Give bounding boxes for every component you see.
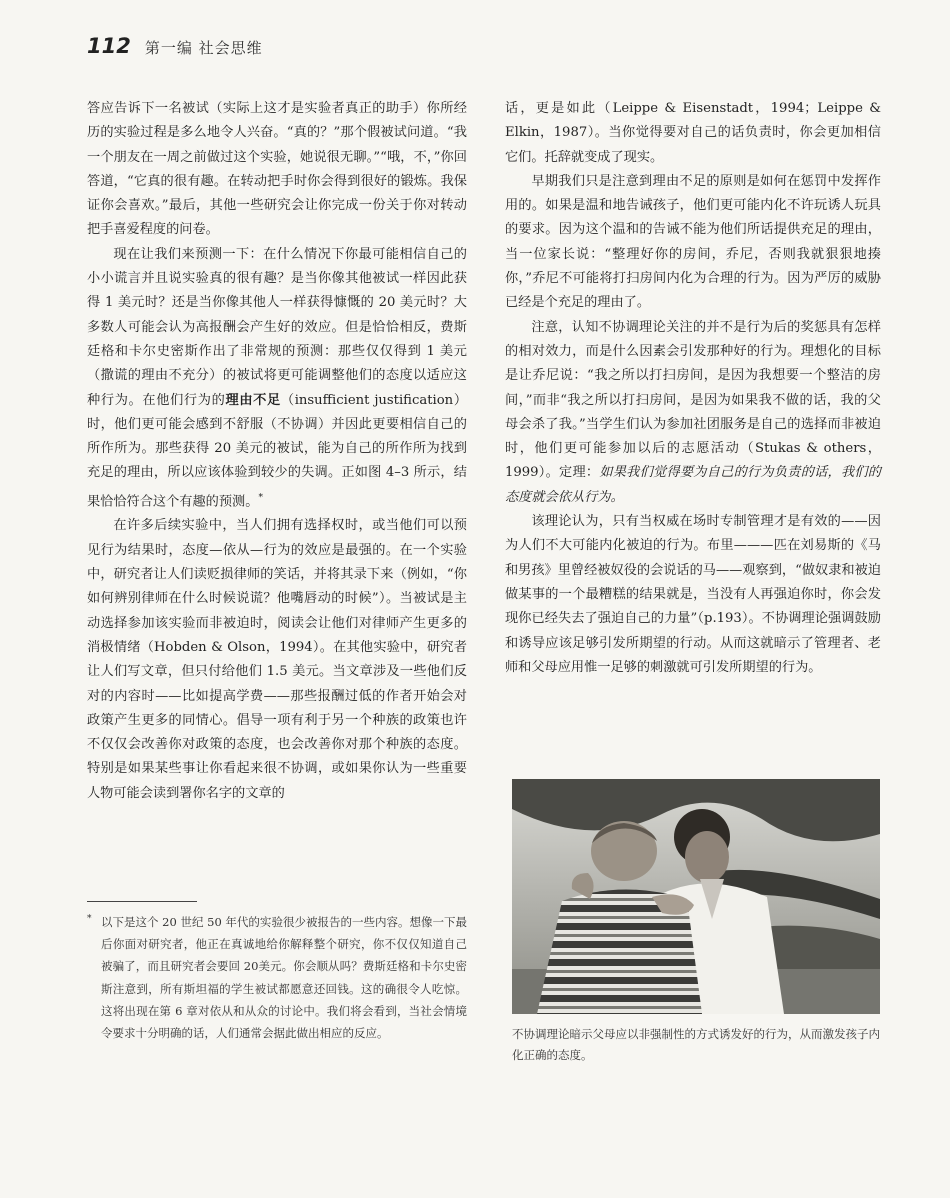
- paragraph: 答应告诉下一名被试（实际上这才是实验者真正的助手）你所经历的实验过程是多么地令人兴奋。“真的？”那个假被试问道。“我一个朋友在一周之前做过这个实验，她说很无聊。”“哦，不，”你回答道，“它真的很有趣。在转动把手时你会得到很好的锻炼。我保证你会喜欢。”最后，其他一些研究会让你完成一份关于你对转动把手喜爱程度的问卷。: [87, 101, 467, 238]
- paragraph-text: （insufficient justification）时，他们更可能会感到不舒服（不协调）并因此更要相信自己的所作所为。那些获得 20 美元的被试，能为自己的所作所为找到充足的理由，所以应该体验到较少的失调。正如图 4–3 所示，结果恰恰符合这个有趣的预测。: [87, 392, 468, 510]
- law-statement: 如果我们觉得要为自己的行为负责的话，我们的态度就会依从行为。: [505, 465, 881, 505]
- left-column: [87, 97, 467, 806]
- page-header: [87, 34, 263, 58]
- footnote-marker: *: [258, 492, 263, 503]
- paragraph-text: 现在让我们来预测一下：在什么情况下你最可能相信自己的小小谎言并且说实验真的很有趣？是当你像其他被试一样因此获得 1 美元时？还是当你像其他人一样获得慷慨的 20 美元时？大多数人可能会认为高报酬会产生好的效应。但是恰恰相反，费斯廷格和卡尔史密斯作出了非常规的预测：那些仅仅得到 1 美元（撒谎的理由不充分）的被试将更可能调整他们的态度以适应这种行为。在他们行为的: [87, 246, 467, 408]
- footnote-marker: *: [87, 914, 92, 924]
- page-number: 112: [87, 34, 131, 58]
- key-term: 理由不足: [225, 392, 281, 408]
- paragraph: 早期我们只是注意到理由不足的原则是如何在惩罚中发挥作用的。如果是温和地告诫孩子，他们更可能内化不许玩诱人玩具的要求。因为这个温和的告诫不能为他们所话提供充足的理由，当一位家长说：“整理好你的房间，乔尼，否则我就狠狠地揍你，”乔尼不可能将打扫房间内化为合理的行为。因为严厉的威胁已经是个充足的理由了。: [505, 173, 881, 311]
- paragraph: [87, 243, 467, 515]
- paragraph-text: 注意，认知不协调理论关注的并不是行为后的奖惩具有怎样的相对效力，而是什么因素会引发那种好的行为。理想化的目标是让乔尼说：“我之所以打扫房间，是因为我想要一个整洁的房间，”而非“我之所以打扫房间，是因为如果我不做的话，我的父母会杀了我。”当学生们认为参加社团服务是自己的选择而非被迫时，他们更可能参加以后的志愿活动（Stukas & others，1999）。定理：: [505, 319, 881, 481]
- paragraph: 话，更是如此（Leippe & Eisenstadt，1994；Leippe & Elkin，1987）。当你觉得要对自己的话负责时，你会更加相信它们。托辞就变成了现实。: [505, 101, 881, 165]
- paragraph: 该理论认为，只有当权威在场时专制管理才是有效的——因为人们不大可能内化被迫的行为。布里———匹在刘易斯的《马和男孩》里曾经被奴役的会说话的马——观察到，“做奴隶和被迫做某事的一个最糟糕的结果就是，当没有人再强迫你时，你会发现你已经失去了强迫自己的力量”（p.193）。不协调理论强调鼓励和诱导应该足够引发所期望的行动。从而这就暗示了管理者、老师和父母应用惟一足够的刺激就可引发所期望的行为。: [505, 514, 881, 675]
- paragraph: 在许多后续实验中，当人们拥有选择权时，或当他们可以预见行为结果时，态度—依从—行为的效应是最强的。在一个实验中，研究者让人们读贬损律师的笑话，并将其录下来（例如，“你如何辨别律师在什么时候说谎？他嘴唇动的时候”）。当被试是主动选择参加该实验而非被迫时，阅读会让他们对律师产生更多的消极情绪（Hobden & Olson，1994）。在其他实验中，研究者让人们写文章，但只付给他们 1.5 美元。当文章涉及一些他们反对的内容时——比如提高学费——那些报酬过低的作者开始会对政策产生更多的同情心。倡导一项有利于另一个种族的政策也许不仅仅会改善你对政策的态度，也会改善你对那个种族的态度。特别是如果某些事让你看起来很不协调，或如果你认为一些重要人物可能会读到署你名字的文章的: [87, 518, 467, 801]
- figure-photo: [512, 779, 880, 1014]
- figure-caption: 不协调理论暗示父母应以非强制性的方式诱发好的行为，从而激发孩子内化正确的态度。: [512, 1027, 880, 1062]
- footnote: [87, 908, 467, 1045]
- right-column: [505, 97, 881, 680]
- part-title: 第一编 社会思维: [144, 39, 263, 57]
- footnote-text: 以下是这个 20 世纪 50 年代的实验很少被报告的一些内容。想像一下最后你面对研究者，他正在真诚地给你解释整个研究，你不仅仅知道自己被骗了，而且研究者会要回 20美元。你会顺从吗？费斯廷格和卡尔史密斯注意到，所有斯坦福的学生被试都愿意还回钱。这的确很令人吃惊。这将出现在第 6 章对依从和从众的讨论中。我们将会看到，当社会情境令要求十分明确的话，人们通常会据此做出相应的反应。: [101, 914, 467, 1041]
- paragraph: [505, 316, 881, 510]
- footnote-divider: [87, 901, 197, 902]
